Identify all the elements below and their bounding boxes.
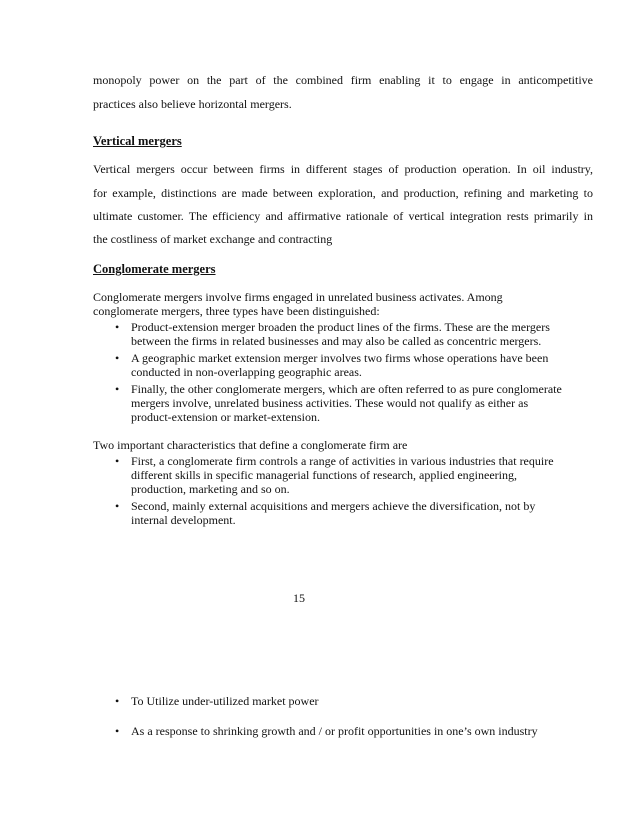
vertical-mergers-paragraph	[93, 161, 593, 247]
bullet-icon: •	[115, 724, 120, 738]
intro-paragraph	[93, 72, 593, 112]
bullet-icon: •	[115, 454, 120, 468]
list-item: • A geographic market extension merger involves two firms whose operations have been conducted in non-overlapping geographic areas.	[115, 351, 549, 379]
list-item: • As a response to shrinking growth and / or profit opportunities in one’s own industry	[115, 724, 538, 738]
characteristics-intro: Two important characteristics that define a conglomerate firm are	[93, 438, 408, 452]
list-item: • Second, mainly external acquisitions and mergers achieve the diversification, not by internal development.	[115, 499, 536, 527]
bullet-icon: •	[115, 694, 120, 708]
paragraph-line: Vertical mergers occur between firms in different stages of production operation. In oil industry,	[93, 162, 593, 176]
bullet-icon: •	[115, 382, 120, 396]
paragraph-line: conglomerate mergers, three types have been distinguished:	[93, 304, 380, 318]
list-item: • Product-extension merger broaden the product lines of the firms. These are the mergers between the firms in related businesses and may also be called as concentric mergers.	[115, 320, 550, 348]
bullet-icon: •	[115, 351, 120, 365]
bullet-icon: •	[115, 499, 120, 513]
intro-line: monopoly power on the part of the combined firm enabling it to engage in anticompetitive	[93, 73, 593, 87]
vertical-mergers-heading: Vertical mergers	[93, 134, 182, 148]
paragraph-line: the costliness of market exchange and contracting	[93, 232, 333, 246]
conglomerate-intro	[93, 290, 593, 318]
characteristics-list	[93, 454, 593, 527]
bullet-icon: •	[115, 320, 120, 334]
motives-list	[93, 693, 593, 739]
intro-line: practices also believe horizontal mergers.	[93, 97, 292, 111]
list-item: • To Utilize under-utilized market power	[115, 694, 319, 708]
list-item: • Finally, the other conglomerate mergers, which are often referred to as pure conglomerate mergers involve, unrelated business activities. These would not qualify as either as product-extension or market-extension.	[115, 382, 562, 424]
conglomerate-types-list	[93, 320, 593, 424]
paragraph-line: Conglomerate mergers involve firms engaged in unrelated business activates. Among	[93, 290, 503, 304]
list-item: • First, a conglomerate firm controls a range of activities in various industries that require different skills in specific managerial functions of research, applied engineering, production, marketing and so on.	[115, 454, 554, 496]
page-number: 15	[293, 591, 305, 605]
conglomerate-mergers-heading: Conglomerate mergers	[93, 262, 216, 276]
paragraph-line: ultimate customer. The efficiency and affirmative rationale of vertical integration rests primarily in	[93, 209, 593, 223]
paragraph-line: for example, distinctions are made between exploration, and production, refining and marketing to	[93, 186, 593, 200]
